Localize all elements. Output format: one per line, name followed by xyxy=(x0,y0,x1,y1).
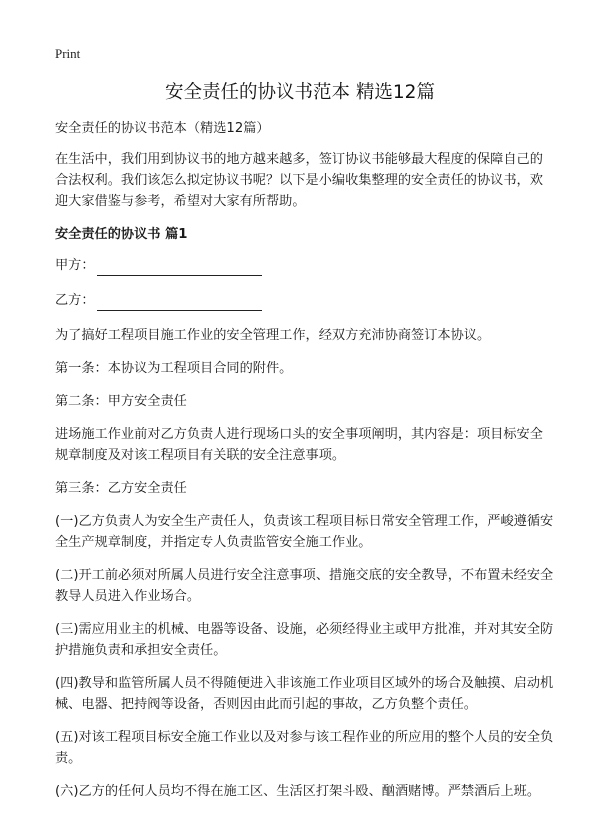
article-1: 第一条：本协议为工程项目合同的附件。 xyxy=(55,361,293,376)
party-a-blank xyxy=(97,261,262,276)
article-3-item-6: (六)乙方的任何人员均不得在施工区、生活区打架斗殴、酗酒赌博。严禁酒后上班。 xyxy=(55,784,541,799)
article-3-item-3: (三)需应用业主的机械、电器等设备、设施，必须经得业主或甲方批准，并对其安全防护措施负责和承担安全责任。 xyxy=(55,622,554,658)
article-3-item-1: (一)乙方负责人为安全生产责任人，负责该工程项目标日常安全管理工作，严峻遵循安全生产规章制度，并指定专人负责监管安全施工作业。 xyxy=(55,514,554,550)
article-3-item-4: (四)教导和监管所属人员不得随便进入非该施工作业项目区域外的场合及触摸、启动机械、电器、把持阀等设备，否则因由此而引起的事故，乙方负整个责任。 xyxy=(55,676,554,712)
article-3-item-5: (五)对该工程项目标安全施工作业以及对参与该工程作业的所应用的整个人员的安全负责。 xyxy=(55,730,554,766)
party-b-line xyxy=(55,290,555,311)
purpose-paragraph: 为了搞好工程项目施工作业的安全管理工作，经双方充沛协商签订本协议。 xyxy=(55,328,491,343)
document-body xyxy=(55,118,555,814)
article-2-heading: 第二条：甲方安全责任 xyxy=(55,394,187,409)
article-3-heading: 第三条：乙方安全责任 xyxy=(55,481,187,496)
section-heading: 安全责任的协议书 篇1 xyxy=(55,227,188,242)
party-a-label: 甲方： xyxy=(55,258,95,273)
party-a-line xyxy=(55,255,555,276)
party-b-blank xyxy=(97,296,262,311)
article-2-body: 进场施工作业前对乙方负责人进行现场口头的安全事项阐明，其内容是：项目标安全规章制度及对该工程项目有关联的安全注意事项。 xyxy=(55,427,543,463)
party-b-label: 乙方： xyxy=(55,293,95,308)
intro-paragraph: 在生活中，我们用到协议书的地方越来越多，签订协议书能够最大程度的保障自己的合法权利。我们该怎么拟定协议书呢？以下是小编收集整理的安全责任的协议书，欢迎大家借鉴与参考，希望对大家有所帮助。 xyxy=(55,152,543,209)
document-title: 安全责任的协议书范本 精选12篇 xyxy=(165,82,435,103)
article-3-item-2: (二)开工前必须对所属人员进行安全注意事项、措施交底的安全教导，不布置未经安全教导人员进入作业场合。 xyxy=(55,568,554,604)
document-subtitle: 安全责任的协议书范本（精选12篇） xyxy=(55,121,270,136)
print-link[interactable]: Print xyxy=(55,46,81,61)
